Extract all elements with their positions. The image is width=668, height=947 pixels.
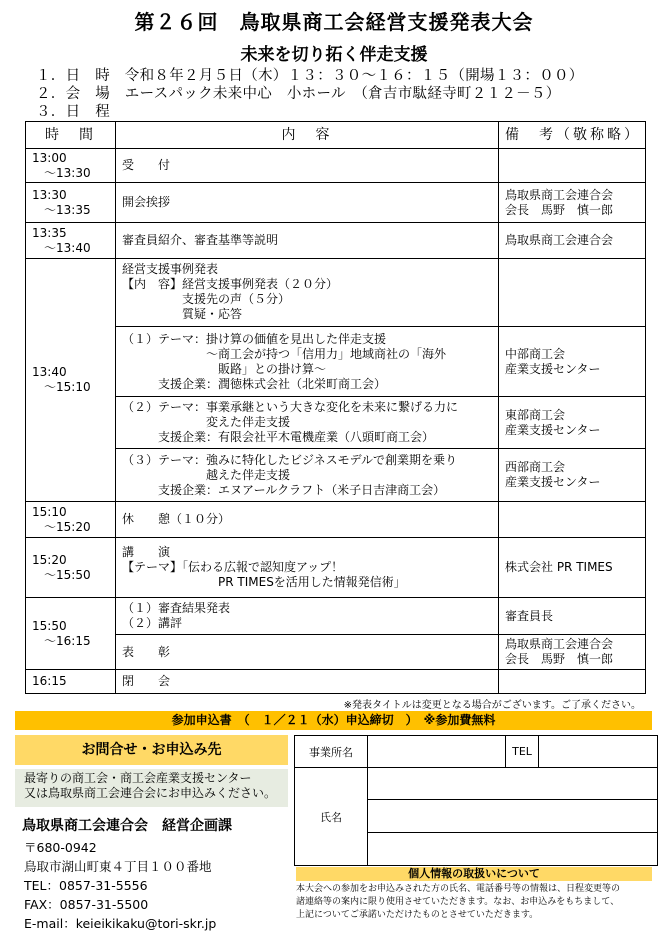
header-note: 備 考（敬称略） <box>499 122 646 149</box>
contact-heading: お問合せ・お申込み先 <box>15 735 288 765</box>
contact-org: 鳥取県商工会連合会 経営企画課 <box>22 818 232 834</box>
contact-address: 鳥取市湖山町東４丁目１００番地 <box>24 859 212 874</box>
privacy-title: 個人情報の取扱いについて <box>296 867 652 881</box>
event-title: 第２６回 鳥取県商工会経営支援発表大会 <box>134 10 534 34</box>
contact-tel: TEL：0857-31-5556 <box>24 878 148 893</box>
row-note: 株式会社 PR TIMES <box>499 538 646 598</box>
table-row <box>26 670 646 694</box>
row-content: （３）テーマ：強みに特化したビジネスモデルで創業期を乗り 越えた伴走支援 支援企業：エヌアールクラフト（米子日吉津商工会） <box>116 449 499 502</box>
contact-fax: FAX：0857-31-5500 <box>24 897 149 912</box>
contact-email: E-mail：keieikikaku@tori-skr.jp <box>24 916 217 931</box>
table-row <box>26 183 646 223</box>
row-note: 鳥取県商工会連合会 <box>499 223 646 259</box>
name-field-3[interactable] <box>368 833 658 866</box>
postal-code: 〒680-0942 <box>24 840 97 855</box>
table-row <box>26 327 646 397</box>
table-row <box>26 259 646 327</box>
row-note: 西部商工会 産業支援センター <box>499 449 646 502</box>
name-field-1[interactable] <box>368 768 658 800</box>
row-content: 開会挨拶 <box>116 183 499 223</box>
header-content: 内 容 <box>116 122 499 149</box>
row-note <box>499 149 646 183</box>
name-label: 氏名 <box>295 768 368 866</box>
row-time: 13:30 ～13:35 <box>26 183 116 223</box>
table-row <box>26 397 646 449</box>
table-row <box>26 449 646 502</box>
table-header-row <box>26 122 646 149</box>
row-content: 受 付 <box>116 149 499 183</box>
row-time: 13:35 ～13:40 <box>26 223 116 259</box>
row-time: 15:20 ～15:50 <box>26 538 116 598</box>
row-content: 経営支援事例発表 【内 容】経営支援事例発表（２０分） 支援先の声（５分） 質疑・応答 <box>116 259 499 327</box>
office-name-label: 事業所名 <box>295 736 368 768</box>
application-banner: 参加申込書 （ １／２１（水）申込締切 ） ※参加費無料 <box>15 711 652 730</box>
row-content: 審査員紹介、審査基準等説明 <box>116 223 499 259</box>
date-info: １．日 時 令和８年２月５日（木）１３：３０～１６：１５（開場１３：００） <box>36 68 584 84</box>
row-note: 審査員長 <box>499 598 646 635</box>
row-time: 16:15 <box>26 670 116 694</box>
row-note: 鳥取県商工会連合会 会長 馬野 慎一郎 <box>499 183 646 223</box>
event-subtitle: 未来を切り拓く伴走支援 <box>240 45 428 65</box>
row-note <box>499 502 646 538</box>
tel-field[interactable] <box>539 736 658 768</box>
row-content: 表 彰 <box>116 635 499 670</box>
table-row <box>26 598 646 635</box>
row-time: 15:10 ～15:20 <box>26 502 116 538</box>
row-content: 休 憩（１０分） <box>116 502 499 538</box>
name-field-2[interactable] <box>368 800 658 833</box>
table-row <box>26 223 646 259</box>
title-change-note: ※発表タイトルは変更となる場合がございます。ご了承ください。 <box>343 700 641 711</box>
application-form <box>294 735 658 866</box>
row-content: （１）テーマ：掛け算の価値を見出した伴走支援 ～商工会が持つ「信用力」地域商社の「海外 販路」との掛け算～ 支援企業：潤徳株式会社（北栄町商工会） <box>116 327 499 397</box>
row-content: （１）審査結果発表 （２）講評 <box>116 598 499 635</box>
tel-label: TEL <box>506 736 539 768</box>
table-row <box>26 149 646 183</box>
row-note: 東部商工会 産業支援センター <box>499 397 646 449</box>
row-time: 15:50 ～16:15 <box>26 598 116 670</box>
row-note <box>499 259 646 327</box>
row-time: 13:40 ～15:10 <box>26 259 116 502</box>
row-note <box>499 670 646 694</box>
row-time: 13:00 ～13:30 <box>26 149 116 183</box>
office-name-field[interactable] <box>368 736 506 768</box>
privacy-text: 本大会への参加をお申込みされた方の氏名、電話番号等の情報は、日程変更等の 諸連絡等の案内に限り使用させていただきます。なお、お申込みをもちまして、 上記についてご承諾いただけたものとさせていただきます。 <box>296 884 621 920</box>
row-content: 講 演 【テーマ】「伝わる広報で認知度アップ！ PR TIMESを活用した情報発信術」 <box>116 538 499 598</box>
schedule-heading: ３．日 程 <box>36 104 110 120</box>
venue-info: ２．会 場 エースパック未来中心 小ホール （倉吉市駄経寺町２１２－５） <box>36 86 561 102</box>
table-row <box>26 538 646 598</box>
table-row <box>26 635 646 670</box>
contact-message: 最寄りの商工会・商工会産業支援センター 又は鳥取県商工会連合会にお申込みください。 <box>15 769 288 807</box>
row-content: （２）テーマ：事業承継という大きな変化を未来に繋げる力に 変えた伴走支援 支援企業：有限会社平木電機産業（八頭町商工会） <box>116 397 499 449</box>
row-content: 閉 会 <box>116 670 499 694</box>
header-time: 時 間 <box>26 122 116 149</box>
row-note: 中部商工会 産業支援センター <box>499 327 646 397</box>
schedule-table <box>25 121 646 694</box>
table-row <box>26 502 646 538</box>
row-note: 鳥取県商工会連合会 会長 馬野 慎一郎 <box>499 635 646 670</box>
